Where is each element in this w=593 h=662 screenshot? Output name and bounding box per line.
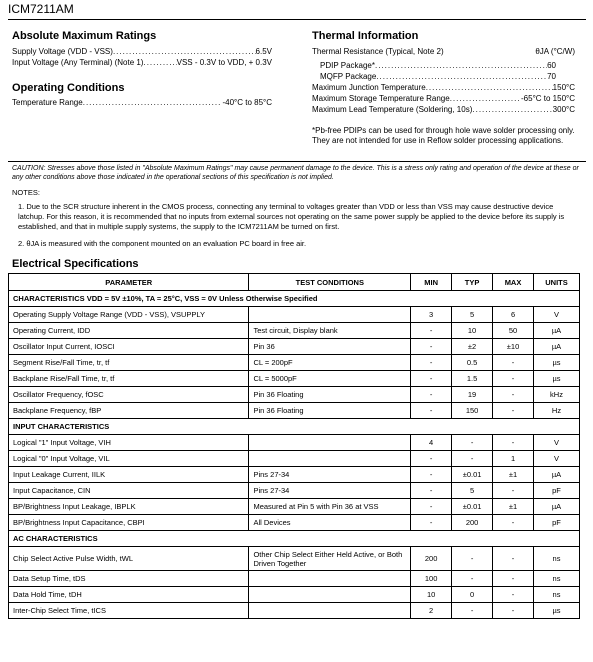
thermal-value: 70 xyxy=(547,72,556,81)
param-cell: Data Setup Time, tDS xyxy=(9,571,249,587)
document-header: ICM7211AM xyxy=(8,2,74,16)
col-header: UNITS xyxy=(534,274,580,291)
max-cell: - xyxy=(493,403,534,419)
note-2: 2. θJA is measured with the component mounted on an evaluation PC board in free air. xyxy=(18,239,307,248)
param-cell: Input Capacitance, CIN xyxy=(9,483,249,499)
leader-dots xyxy=(450,94,521,103)
min-cell: - xyxy=(411,323,452,339)
min-cell: - xyxy=(411,499,452,515)
typ-cell: 19 xyxy=(452,387,493,403)
table-header-row xyxy=(9,274,580,291)
conditions-cell xyxy=(249,435,411,451)
table-row xyxy=(9,451,580,467)
thermal-label: Maximum Junction Temperature xyxy=(312,83,426,92)
conditions-cell xyxy=(249,587,411,603)
conditions-cell: Pin 36 xyxy=(249,339,411,355)
caution-rule xyxy=(8,161,586,162)
param-cell: Backplane Rise/Fall Time, tr, tf xyxy=(9,371,249,387)
op-row-0 xyxy=(12,98,272,107)
leader-dots xyxy=(113,47,256,56)
typ-cell: - xyxy=(452,435,493,451)
note-1: 1. Due to the SCR structure inherent in the CMOS process, connecting any terminal to voltages greater than VDD or less than VSS may cause destructive device latchup. For this reason, it is recommended that no inputs from external sources not operating on the same power supply be applied to the device before its supply is established, and that in multiple supply systems, the supply to the ICM7211AM be turned on first. xyxy=(18,202,565,231)
op-label: Temperature Range xyxy=(12,98,83,107)
units-cell: µA xyxy=(534,339,580,355)
col-header: TYP xyxy=(452,274,493,291)
units-cell: µs xyxy=(534,603,580,619)
conditions-cell: Pin 36 Floating xyxy=(249,387,411,403)
max-cell: - xyxy=(493,355,534,371)
col-header: PARAMETER xyxy=(9,274,249,291)
typ-cell: 150 xyxy=(452,403,493,419)
conditions-cell: Pins 27-34 xyxy=(249,467,411,483)
thermal-value: 60 xyxy=(547,61,556,70)
max-cell: 50 xyxy=(493,323,534,339)
thermal-row-2 xyxy=(312,83,575,92)
param-cell: Oscillator Frequency, fOSC xyxy=(9,387,249,403)
max-cell: - xyxy=(493,571,534,587)
units-cell: pF xyxy=(534,515,580,531)
conditions-cell: All Devices xyxy=(249,515,411,531)
table-row xyxy=(9,403,580,419)
param-cell: Logical "0" Input Voltage, VIL xyxy=(9,451,249,467)
param-cell: Chip Select Active Pulse Width, tWL xyxy=(9,547,249,571)
max-cell: - xyxy=(493,435,534,451)
thermal-footnote: *Pb-free PDIPs can be used for through hole wave solder processing only. They are not intended for use in Reflow solder processing applications. xyxy=(312,126,575,145)
table-row xyxy=(9,339,580,355)
table-row xyxy=(9,323,580,339)
units-cell: µs xyxy=(534,371,580,387)
min-cell: - xyxy=(411,355,452,371)
param-cell: Oscillator Input Current, IOSCI xyxy=(9,339,249,355)
param-cell: BP/Brightness Input Capacitance, CBPI xyxy=(9,515,249,531)
units-cell: ns xyxy=(534,587,580,603)
thermal-value: 150°C xyxy=(552,83,575,92)
param-cell: BP/Brightness Input Leakage, IBPLK xyxy=(9,499,249,515)
thermal-label: MQFP Package xyxy=(320,72,377,81)
param-cell: Data Hold Time, tDH xyxy=(9,587,249,603)
table-row xyxy=(9,483,580,499)
leader-dots xyxy=(472,105,552,114)
typ-cell: 0.5 xyxy=(452,355,493,371)
thermal-label: Maximum Lead Temperature (Soldering, 10s) xyxy=(312,105,473,114)
table-row xyxy=(9,571,580,587)
amr-row-0 xyxy=(12,47,272,56)
conditions-cell xyxy=(249,571,411,587)
conditions-cell: Test circuit, Display blank xyxy=(249,323,411,339)
units-cell: V xyxy=(534,435,580,451)
min-cell: - xyxy=(411,483,452,499)
units-cell: Hz xyxy=(534,403,580,419)
caution-text: CAUTION: Stresses above those listed in "Absolute Maximum Ratings" may cause permanent damage to the device. This is a stress only rating and operation of the device at these or any other conditions above those indicated in the operational sections of this specification is not implied. xyxy=(12,165,579,181)
typ-cell: - xyxy=(452,603,493,619)
thermal-row-4 xyxy=(312,105,575,114)
units-cell: µA xyxy=(534,323,580,339)
conditions-cell: CL = 200pF xyxy=(249,355,411,371)
thermal-value: 300°C xyxy=(552,105,575,114)
units-cell: pF xyxy=(534,483,580,499)
units-cell: µA xyxy=(534,499,580,515)
op-title: Operating Conditions xyxy=(12,82,125,94)
param-cell: Operating Current, IDD xyxy=(9,323,249,339)
min-cell: 10 xyxy=(411,587,452,603)
units-cell: V xyxy=(534,307,580,323)
thermal-row-3 xyxy=(312,94,575,103)
param-cell: Inter-Chip Select Time, tICS xyxy=(9,603,249,619)
max-cell: ±1 xyxy=(493,499,534,515)
min-cell: - xyxy=(411,467,452,483)
col-header: MAX xyxy=(493,274,534,291)
min-cell: - xyxy=(411,371,452,387)
param-cell: Input Leakage Current, IILK xyxy=(9,467,249,483)
typ-cell: ±2 xyxy=(452,339,493,355)
units-cell: µs xyxy=(534,355,580,371)
table-row xyxy=(9,587,580,603)
table-row xyxy=(9,387,580,403)
param-cell: Backplane Frequency, fBP xyxy=(9,403,249,419)
max-cell: ±10 xyxy=(493,339,534,355)
typ-cell: 1.5 xyxy=(452,371,493,387)
conditions-cell xyxy=(249,451,411,467)
op-value: -40°C to 85°C xyxy=(222,98,272,107)
min-cell: - xyxy=(411,387,452,403)
max-cell: 6 xyxy=(493,307,534,323)
max-cell: - xyxy=(493,587,534,603)
thermal-label: PDIP Package* xyxy=(320,61,375,70)
leader-dots xyxy=(83,98,223,107)
typ-cell: ±0.01 xyxy=(452,467,493,483)
conditions-cell xyxy=(249,307,411,323)
thermal-resistance-label: Thermal Resistance (Typical, Note 2) xyxy=(312,47,444,56)
min-cell: - xyxy=(411,451,452,467)
section-row xyxy=(9,291,580,307)
table-row xyxy=(9,355,580,371)
max-cell: - xyxy=(493,387,534,403)
conditions-cell: Other Chip Select Either Held Active, or Both Driven Together xyxy=(249,547,411,571)
max-cell: - xyxy=(493,515,534,531)
thermal-value: -65°C to 150°C xyxy=(521,94,575,103)
min-cell: 100 xyxy=(411,571,452,587)
units-cell: ns xyxy=(534,547,580,571)
conditions-cell: Measured at Pin 5 with Pin 36 at VSS xyxy=(249,499,411,515)
max-cell: 1 xyxy=(493,451,534,467)
conditions-cell: Pins 27-34 xyxy=(249,483,411,499)
thermal-unit: θJA (°C/W) xyxy=(535,47,575,56)
min-cell: - xyxy=(411,403,452,419)
elec-title: Electrical Specifications xyxy=(12,258,139,270)
amr-label: Input Voltage (Any Terminal) (Note 1) xyxy=(12,58,144,67)
amr-value: VSS - 0.3V to VDD, + 0.3V xyxy=(176,58,272,67)
leader-dots xyxy=(143,58,176,67)
header-rule xyxy=(8,19,586,20)
leader-dots xyxy=(376,72,547,81)
min-cell: 3 xyxy=(411,307,452,323)
table-row xyxy=(9,515,580,531)
notes-title: NOTES: xyxy=(12,188,40,197)
section-label: AC CHARACTERISTICS xyxy=(9,531,580,547)
section-label: CHARACTERISTICS VDD = 5V ±10%, TA = 25°C, VSS = 0V Unless Otherwise Specified xyxy=(9,291,580,307)
typ-cell: 5 xyxy=(452,483,493,499)
table-row xyxy=(9,499,580,515)
col-header: TEST CONDITIONS xyxy=(249,274,411,291)
conditions-cell: Pin 36 Floating xyxy=(249,403,411,419)
param-cell: Logical "1" Input Voltage, VIH xyxy=(9,435,249,451)
thermal-title: Thermal Information xyxy=(312,30,419,42)
typ-cell: 5 xyxy=(452,307,493,323)
units-cell: ns xyxy=(534,571,580,587)
max-cell: - xyxy=(493,547,534,571)
electrical-specs-table xyxy=(8,273,580,619)
table-row xyxy=(9,547,580,571)
thermal-resistance xyxy=(312,47,575,56)
min-cell: 4 xyxy=(411,435,452,451)
min-cell: 200 xyxy=(411,547,452,571)
typ-cell: ±0.01 xyxy=(452,499,493,515)
typ-cell: - xyxy=(452,571,493,587)
typ-cell: 200 xyxy=(452,515,493,531)
table-row xyxy=(9,435,580,451)
typ-cell: 0 xyxy=(452,587,493,603)
amr-row-1 xyxy=(12,58,272,67)
table-body xyxy=(9,291,580,619)
amr-title: Absolute Maximum Ratings xyxy=(12,30,157,42)
typ-cell: 10 xyxy=(452,323,493,339)
typ-cell: - xyxy=(452,547,493,571)
section-row xyxy=(9,531,580,547)
amr-value: 6.5V xyxy=(255,47,272,56)
conditions-cell xyxy=(249,603,411,619)
min-cell: - xyxy=(411,339,452,355)
units-cell: kHz xyxy=(534,387,580,403)
table-row xyxy=(9,371,580,387)
max-cell: - xyxy=(493,603,534,619)
section-row xyxy=(9,419,580,435)
units-cell: µA xyxy=(534,467,580,483)
thermal-row-1 xyxy=(320,72,556,81)
table-row xyxy=(9,603,580,619)
thermal-row-0 xyxy=(320,61,556,70)
min-cell: 2 xyxy=(411,603,452,619)
units-cell: V xyxy=(534,451,580,467)
amr-label: Supply Voltage (VDD - VSS) xyxy=(12,47,113,56)
conditions-cell: CL = 5000pF xyxy=(249,371,411,387)
thermal-label: Maximum Storage Temperature Range xyxy=(312,94,450,103)
table-row xyxy=(9,307,580,323)
section-label: INPUT CHARACTERISTICS xyxy=(9,419,580,435)
max-cell: ±1 xyxy=(493,467,534,483)
min-cell: - xyxy=(411,515,452,531)
param-cell: Segment Rise/Fall Time, tr, tf xyxy=(9,355,249,371)
leader-dots xyxy=(375,61,547,70)
param-cell: Operating Supply Voltage Range (VDD - VSS), VSUPPLY xyxy=(9,307,249,323)
table-row xyxy=(9,467,580,483)
max-cell: - xyxy=(493,483,534,499)
typ-cell: - xyxy=(452,451,493,467)
leader-dots xyxy=(426,83,553,92)
col-header: MIN xyxy=(411,274,452,291)
max-cell: - xyxy=(493,371,534,387)
